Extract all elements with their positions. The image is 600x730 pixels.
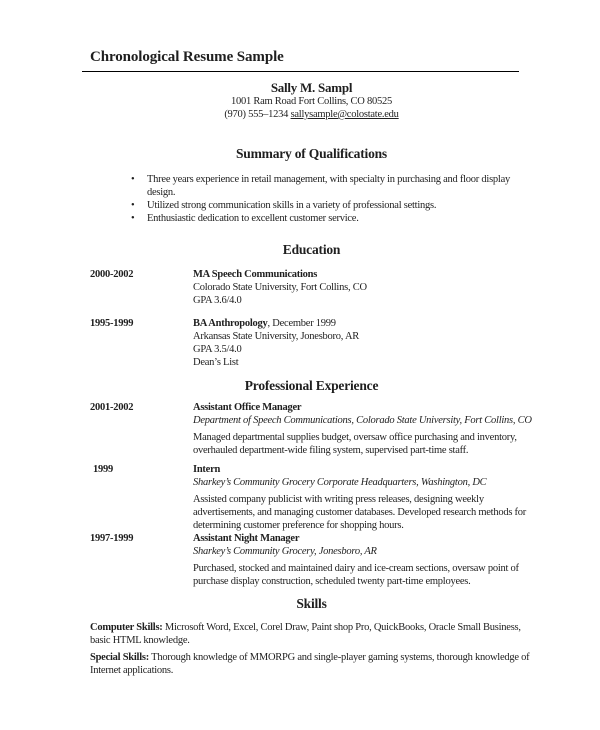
entry-dates: 1999 bbox=[93, 464, 113, 475]
contact-address: 1001 Ram Road Fort Collins, CO 80525 bbox=[230, 96, 393, 107]
job-description: Purchased, stocked and maintained dairy and ice-cream sections, oversaw point of purchase display construction, scheduled twenty part-time employees. bbox=[193, 563, 519, 587]
job-title: Assistant Office Manager bbox=[193, 402, 302, 413]
skill-label: Special Skills: bbox=[90, 652, 149, 663]
entry-details bbox=[193, 317, 533, 369]
degree-title: MA Speech Communications bbox=[193, 269, 318, 280]
entry-details bbox=[193, 401, 533, 457]
contact-phone-line bbox=[90, 108, 533, 121]
job-organization: Sharkey’s Community Grocery, Jonesboro, AR bbox=[193, 546, 377, 557]
degree-suffix: , December 1999 bbox=[267, 318, 336, 329]
entry-dates: 2001-2002 bbox=[90, 402, 134, 413]
entry-details bbox=[193, 532, 533, 588]
entry-details bbox=[193, 463, 533, 532]
summary-bullet: • Enthusiastic dedication to excellent customer service. bbox=[90, 212, 513, 225]
education-entry bbox=[90, 317, 533, 369]
contact-block bbox=[90, 81, 533, 121]
summary-bullet-list bbox=[90, 173, 533, 225]
entry-dates: 1995-1999 bbox=[90, 318, 134, 329]
education-detail-line: Dean’s List bbox=[193, 357, 239, 368]
section-heading-summary: Summary of Qualifications bbox=[235, 146, 387, 161]
education-detail-line: Arkansas State University, Jonesboro, AR bbox=[193, 331, 360, 342]
experience-entry bbox=[90, 463, 533, 532]
summary-bullet: • Utilized strong communication skills in a variety of professional settings. bbox=[90, 199, 513, 212]
experience-entry bbox=[90, 532, 533, 588]
entry-dates: 2000-2002 bbox=[90, 269, 134, 280]
job-description: Managed departmental supplies budget, oversaw office purchasing and inventory, overhauled department-wide filing system, supervised part-time staff. bbox=[193, 432, 517, 456]
skill-label: Computer Skills: bbox=[90, 622, 163, 633]
degree-line bbox=[193, 317, 533, 330]
degree-line bbox=[193, 268, 533, 281]
job-title: Intern bbox=[193, 464, 221, 475]
summary-bullet: • Three years experience in retail management, with specialty in purchasing and floor display design. bbox=[90, 173, 513, 199]
contact-email-link[interactable]: sallysample@colostate.edu bbox=[290, 109, 399, 120]
page-title: Chronological Resume Sample bbox=[90, 49, 284, 65]
job-title: Assistant Night Manager bbox=[193, 533, 300, 544]
experience-entry bbox=[90, 401, 533, 457]
education-detail-line: Colorado State University, Fort Collins, CO bbox=[193, 282, 367, 293]
section-heading-education: Education bbox=[282, 242, 341, 257]
education-detail-line: GPA 3.5/4.0 bbox=[193, 344, 242, 355]
education-detail-line: GPA 3.6/4.0 bbox=[193, 295, 242, 306]
section-heading-experience: Professional Experience bbox=[244, 378, 379, 393]
job-description: Assisted company publicist with writing press releases, designing weekly advertisements, and managing customer databases. Developed research methods for determining customer preference for shopping hours. bbox=[193, 494, 527, 531]
skill-item bbox=[90, 651, 533, 677]
entry-dates: 1997-1999 bbox=[90, 533, 134, 544]
skill-item bbox=[90, 621, 533, 647]
job-organization: Department of Speech Communications, Colorado State University, Fort Collins, CO bbox=[193, 415, 532, 426]
skill-text: Microsoft Word, Excel, Corel Draw, Paint shop Pro, QuickBooks, Oracle Small Business, basic HTML knowledge. bbox=[90, 622, 521, 646]
education-entry bbox=[90, 268, 533, 307]
entry-details bbox=[193, 268, 533, 307]
title-rule bbox=[82, 71, 519, 72]
job-organization: Sharkey’s Community Grocery Corporate Headquarters, Washington, DC bbox=[193, 477, 487, 488]
contact-phone: (970) 555–1234 bbox=[224, 109, 289, 120]
degree-title: BA Anthropology bbox=[193, 318, 268, 329]
contact-name: Sally M. Sampl bbox=[270, 80, 353, 95]
skill-text: Thorough knowledge of MMORPG and single-player gaming systems, thorough knowledge of Internet applications. bbox=[90, 652, 530, 676]
section-heading-skills: Skills bbox=[296, 596, 327, 611]
